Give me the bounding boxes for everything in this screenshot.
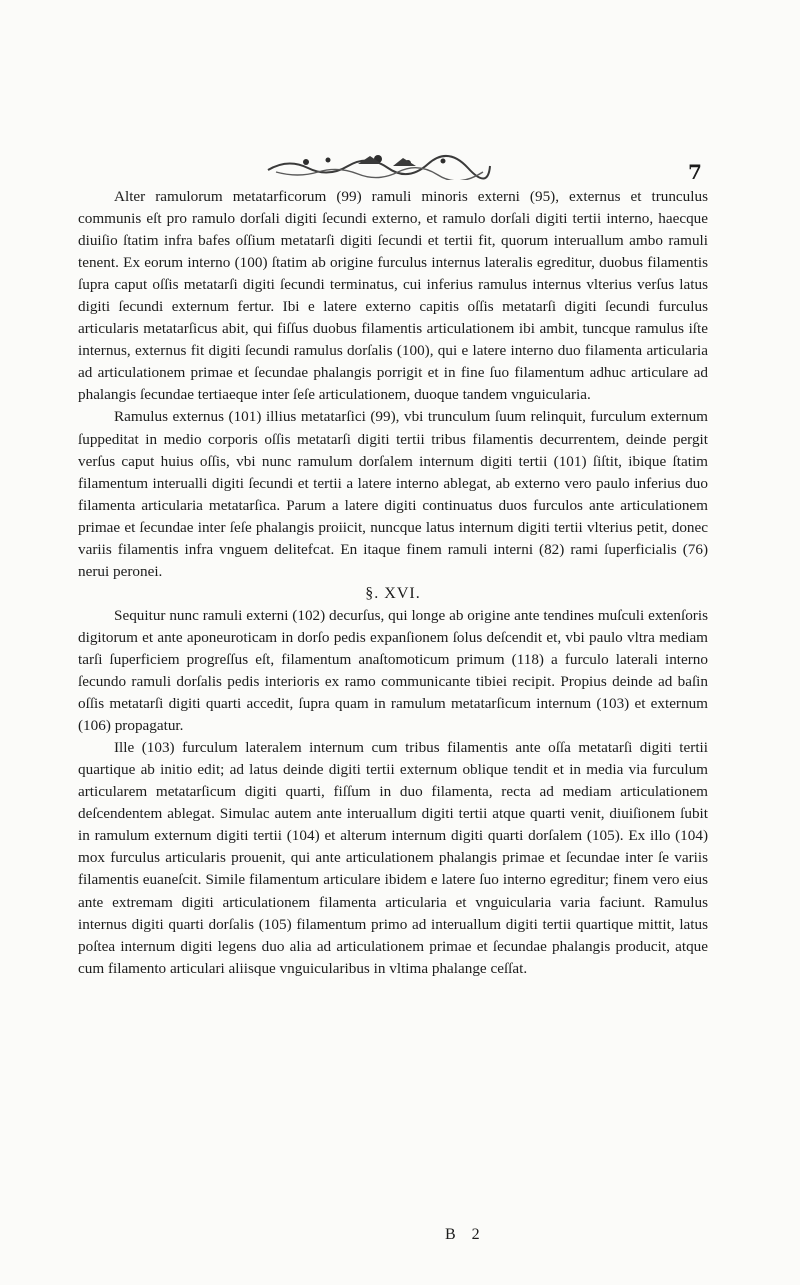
paragraph-1: Alter ramulorum metatarficorum (99) ramuli minoris externi (95), externus et trunculus communis eſt pro ramulo dorſali digiti ſecundi externo, et ramulo dorſali digiti tertii interno, haecque diuiſio ſtatim infra bafes oſſium metatarſi digiti ſecundi et tertii fit, quorum interuallum ambo ramuli tenent. Ex eorum interno (100) ſtatim ab origine furculus internus lateralis egreditur, duobus filamentis ſupra caput oſſis metatarſi digiti ſecundi terminatus, cui inferius ramulus internus vlterius verſus latus digiti ſecundi externum fertur. Ibi e latere externo capitis oſſis metatarſi digiti ſecundi furculus articularis metatarſicus abit, qui fiſſus duobus filamentis articulationem ibi ambit, tuncque ramulus iſte internus, externus fit digiti ſecundi ramulus dorſalis (100), qui e latere interno duo filamenta articularia ad articulationem primae et ſecundae phalangis porrigit et in fine ſuo filamentum adhuc articulare ad phalangis ſecundae tertiaeque inter ſeſe articulationem, duoque tandem vnguicularia. (78, 188, 708, 404)
headpiece-ornament (258, 150, 498, 180)
signature-mark: B 2 (445, 1226, 486, 1243)
paragraph-4: Ille (103) furculum lateralem internum cum tribus filamentis ante oſſa metatarſi digiti tertii quartique ab initio edit; ad latus deinde digiti tertii externum oblique tendit et in media via furculum articularem metatarſicum digiti quarti, fiſſum in duo filamenta, recta ad mediam articulationem deſcendentem ablegat. Simulac autem ante interuallum digiti tertii atque quarti venit, diuiſionem ſubit in ramulum externum digiti tertii (104) et alterum internum digiti quarti dorſalem (105). Ex illo (104) mox furculus articularis prouenit, qui ante articulationem phalangis primae et ſecundae inter ſe variis filamentis euaneſcit. Simile filamentum articulare ibidem e latere ſuo interno egreditur; finem vero eius ante extremam digiti articulationem filamenta articularia et vnguicularia varia faciunt. Ramulus internus digiti quarti dorſalis (105) filamentum primo ad interuallum digiti tertii quartique mittit, latus poſtea internum digiti legens duo alia ad articulationem primae et ſecundae phalangis producit, atque cum filamento articulari aliisque vnguicularibus in vltima phalange ceſſat. (78, 739, 708, 977)
paragraph-2: Ramulus externus (101) illius metatarſici (99), vbi trunculum ſuum relinquit, furculum externum ſuppeditat in medio corporis oſſis metatarſi digiti tertii tribus filamentis decurrentem, deinde pergit verſus caput huius oſſis, vbi nunc ramulum dorſalem internum digiti tertii (101) ſiſtit, ibique ſtatim filamentum interualli digiti ſecundi et tertii a latere interno ablegat, ab externo vero paulo inferius duo filamenta articularia metatarſica. Parum a latere digiti continuatus duos furculos ante articulationem primae et ſecundae inter ſeſe phalangis proiicit, nuncque latus internum digiti tertii vlterius petit, donec variis filamentis infra vnguem delitefcat. En itaque finem ramuli interni (82) rami ſuperficialis (76) nerui peronei. (78, 408, 708, 580)
page-number: 7 (688, 160, 702, 184)
section-heading: §. XVI. (365, 584, 421, 602)
paragraph-3: Sequitur nunc ramuli externi (102) decurſus, qui longe ab origine ante tendines muſculi extenſoris digitorum et ante aponeuroticam in dorſo pedis expanſionem ſolus deſcendit et, vbi paulo vltra mediam tarſi ſuperficiem progreſſus eſt, filamentum anaſtomoticum primum (118) a furculo laterali interno ſecundo ramuli dorſalis pedis interioris ex ramo communicante tibiei recipit. Propius deinde ad baſin oſſis metatarſi digiti quarti accedit, ſupra quam in ramulum metatarſicum internum (103) et externum (106) propagatur. (78, 606, 708, 735)
body-text (78, 186, 708, 980)
